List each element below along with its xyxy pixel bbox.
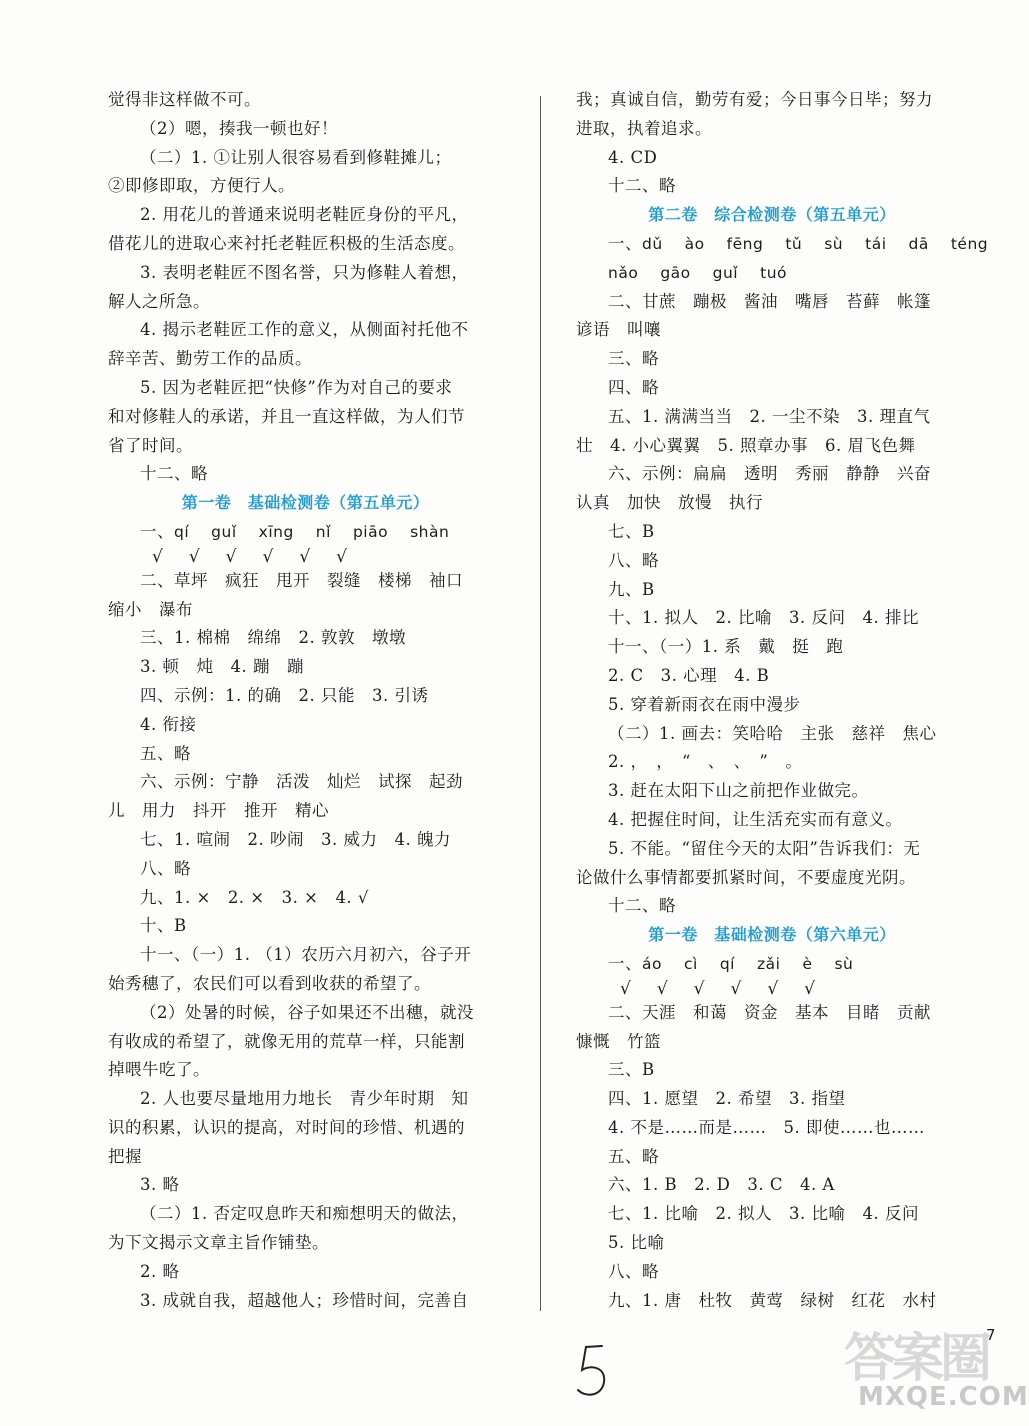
answer-line (108, 518, 503, 547)
answer-text: 三、B (608, 1060, 655, 1080)
pinyin-group (642, 955, 875, 973)
answer-line (108, 288, 503, 317)
answer-text: 九、B (608, 579, 655, 599)
answer-line (108, 1056, 503, 1085)
pinyin-syllable: gāo (660, 263, 691, 282)
answer-text: 始秀穗了，农民们可以看到收获的希望了。 (108, 973, 431, 993)
answer-text: 5. 比喻 (608, 1233, 665, 1253)
check-marks: √√√√√√ (620, 978, 841, 999)
answer-line (576, 316, 968, 345)
answer-line (108, 912, 503, 941)
answer-line (108, 259, 503, 288)
pinyin-syllable: dā (908, 234, 929, 253)
answer-text: 认真 加快 放慢 执行 (576, 493, 763, 513)
answer-line (108, 1114, 503, 1143)
answer-line (576, 1200, 968, 1229)
answer-text: 4. 揭示老鞋匠工作的意义，从侧面衬托他不 (140, 320, 469, 340)
answer-line (576, 547, 968, 576)
answer-text: 二、天涯 和蔼 资金 基本 目睹 贡献 (608, 1002, 931, 1022)
section-heading: 第一卷 基础检测卷（第五单元） (181, 493, 430, 513)
answer-text: 4. 不是……而是…… 5. 即使……也…… (608, 1117, 925, 1137)
answer-text: 4. 把握住时间，让生活充实而有意义。 (608, 809, 903, 829)
answer-line (576, 864, 968, 893)
answer-text: 七、B (608, 521, 655, 541)
answer-line (576, 748, 968, 777)
answer-text: 3. 成就自我，超越他人；珍惜时间，完善自 (140, 1290, 469, 1310)
answer-line (108, 1229, 503, 1258)
answer-text: 儿 用力 抖开 推开 精心 (108, 801, 329, 821)
answer-text: 一、 (608, 233, 642, 253)
answer-text: 壮 4. 小心翼翼 5. 照章办事 6. 眉飞色舞 (576, 435, 916, 455)
answer-text: 五、略 (140, 743, 191, 763)
answer-text: 4. 衔接 (140, 714, 197, 734)
answer-line (576, 489, 968, 518)
answer-text: （二）1. ①让别人很容易看到修鞋摊儿； (140, 147, 452, 167)
answer-line (108, 1085, 503, 1114)
answer-text: 论做什么事情都要抓紧时间，不要虚度光阴。 (576, 867, 916, 887)
answer-text: 六、示例：扁扁 透明 秀丽 静静 兴奋 (608, 464, 931, 484)
answer-text: 2. C 3. 心理 4. B (608, 665, 770, 685)
answer-line (576, 806, 968, 835)
answer-line (108, 86, 503, 115)
answer-text: 七、1. 比喻 2. 拟人 3. 比喻 4. 反问 (608, 1204, 919, 1224)
answer-text: 掉喂牛吃了。 (108, 1060, 210, 1080)
answer-line (576, 1085, 968, 1114)
pinyin-syllable: sù (834, 954, 854, 973)
answer-line (576, 230, 989, 259)
answer-line (108, 797, 503, 826)
answer-text: 六、1. B 2. D 3. C 4. A (608, 1175, 835, 1195)
answer-text: （二）1. 否定叹息昨天和痴想明天的做法， (140, 1204, 469, 1224)
answer-text: 我；真诚自信，勤劳有爱；今日事今日毕；努力 (576, 90, 933, 109)
answer-line (576, 691, 968, 720)
answer-line (108, 567, 503, 596)
answer-line (576, 835, 968, 864)
pinyin-syllable: zǎi (756, 954, 781, 973)
pinyin-group (608, 264, 809, 282)
answer-line (108, 653, 503, 682)
answer-text: 三、略 (608, 349, 659, 369)
answer-text: 十、B (140, 916, 187, 936)
answer-line (108, 432, 503, 461)
answer-text: 解人之所急。 (108, 291, 210, 311)
answer-line (576, 1028, 968, 1057)
answer-text: 四、示例：1. 的确 2. 只能 3. 引诱 (140, 685, 429, 705)
answer-text: 3. 略 (140, 1175, 180, 1195)
pinyin-syllable: piāo (352, 522, 389, 541)
answer-line (108, 624, 503, 653)
answer-line (108, 1028, 503, 1057)
answer-line (576, 374, 968, 403)
answer-text: 为下文揭示文章主旨作铺垫。 (108, 1233, 329, 1253)
page-number: 7 (986, 1326, 996, 1344)
answer-line (576, 777, 968, 806)
answer-line (108, 884, 503, 913)
answer-line (108, 201, 503, 230)
answer-text: 一、 (140, 521, 174, 541)
answer-line (576, 1171, 968, 1200)
handwritten-five-mark (572, 1342, 612, 1402)
answer-text: 省了时间。 (108, 435, 193, 455)
answer-text: 八、略 (608, 1261, 659, 1281)
right-column (576, 86, 989, 1315)
pinyin-syllable: qí (174, 522, 190, 541)
answer-line (576, 1143, 968, 1172)
answer-line (108, 1171, 503, 1200)
answer-text: 辞辛苦、勤劳工作的品质。 (108, 349, 312, 369)
pinyin-syllable: nǐ (315, 522, 331, 541)
answer-text: 3. 顿 炖 4. 蹦 蹦 (140, 657, 304, 677)
answer-text: 进取，执着追求。 (576, 118, 712, 138)
answer-line (576, 460, 968, 489)
pinyin-syllable: guǐ (211, 522, 237, 541)
pinyin-syllable: sù (824, 234, 844, 253)
answer-text: 五、略 (608, 1146, 659, 1166)
answer-line (108, 115, 503, 144)
answer-line (108, 316, 503, 345)
answer-text: 2. ， ， “ 、 、 ” 。 (608, 752, 803, 772)
pinyin-syllable: téng (950, 234, 989, 253)
answer-line (576, 604, 968, 633)
answer-text: 觉得非这样做不可。 (108, 90, 261, 109)
pinyin-syllable: nǎo (608, 263, 639, 282)
answer-text: 八、略 (140, 858, 191, 878)
pinyin-syllable: cì (683, 954, 698, 973)
answer-line (576, 1114, 968, 1143)
answer-text: 5. 因为老鞋匠把“快修”作为对自己的要求 (140, 377, 453, 397)
answer-text: 有收成的希望了，就像无用的荒草一样，只能割 (108, 1031, 465, 1051)
answer-line (108, 403, 503, 432)
pinyin-syllable: xīng (258, 522, 294, 541)
answer-text: ②即修即取，方便行人。 (108, 176, 295, 196)
answer-text: 2. 用花儿的普通来说明老鞋匠身份的平凡， (140, 205, 469, 225)
answer-text: 四、1. 愿望 2. 希望 3. 指望 (608, 1089, 846, 1109)
answer-text: （二）1. 画去：笑哈哈 主张 慈祥 焦心 (608, 723, 937, 743)
answer-text: 慷慨 竹篮 (576, 1031, 661, 1051)
pinyin-syllable: ào (684, 234, 705, 253)
answer-text: 2. 略 (140, 1261, 180, 1281)
answer-text: 二、草坪 疯狂 甩开 裂缝 楼梯 袖口 (140, 570, 463, 590)
answer-line (108, 144, 503, 173)
answer-line (108, 460, 503, 489)
answer-line (108, 740, 503, 769)
answer-line (108, 374, 503, 403)
pinyin-syllable: fēng (726, 234, 764, 253)
pinyin-group (642, 235, 1010, 253)
answer-text: 借花儿的进取心来衬托老鞋匠积极的生活态度。 (108, 233, 465, 253)
left-column (108, 86, 503, 1315)
answer-text: 十一、（一）1. （1）农历六月初六，谷子开 (140, 945, 472, 965)
pinyin-syllable: áo (642, 954, 662, 973)
answer-line (576, 720, 968, 749)
answer-line (108, 1258, 503, 1287)
answer-text: 3. 表明老鞋匠不图名誉，只为修鞋人着想， (140, 262, 469, 282)
answer-line (576, 432, 968, 461)
answer-line (576, 576, 968, 605)
answer-line (108, 855, 503, 884)
answer-text: 十、1. 拟人 2. 比喻 3. 反问 4. 排比 (608, 608, 919, 628)
answer-line (576, 1258, 968, 1287)
pinyin-syllable: shàn (410, 522, 450, 541)
pinyin-syllable: è (802, 954, 813, 973)
answer-text: （2）处暑的时候，谷子如果还不出穗，就没 (140, 1002, 474, 1022)
answer-text: 十二、略 (140, 464, 208, 484)
answer-line (108, 1200, 503, 1229)
answer-line (108, 826, 503, 855)
answer-line (576, 518, 968, 547)
answer-line (576, 662, 968, 691)
answer-text: 四、略 (608, 377, 659, 397)
pinyin-syllable: guǐ (712, 263, 739, 282)
pinyin-syllable: tái (865, 234, 887, 253)
section-heading: 第一卷 基础检测卷（第六单元） (648, 925, 896, 945)
answer-text: 八、略 (608, 550, 659, 570)
answer-text: 十二、略 (608, 896, 676, 916)
answer-text: 5. 穿着新雨衣在雨中漫步 (608, 694, 801, 714)
answer-text: 九、1. × 2. × 3. × 4. √ (140, 887, 369, 907)
answer-line (576, 403, 968, 432)
answer-text: 二、甘蔗 蹦极 酱油 嘴唇 苔藓 帐篷 (608, 291, 931, 311)
answer-text: （2）嗯，揍我一顿也好！ (140, 118, 338, 138)
answer-text: 七、1. 喧闹 2. 吵闹 3. 威力 4. 魄力 (140, 829, 451, 849)
answer-text: 十一、（一）1. 系 戴 挺 跑 (608, 637, 844, 657)
answer-line (108, 768, 503, 797)
answer-line (108, 999, 503, 1028)
answer-line (108, 345, 503, 374)
answer-line (576, 172, 968, 201)
answer-text: 谚语 叫嚷 (576, 320, 661, 340)
answer-line (576, 892, 968, 921)
column-divider (540, 96, 541, 1311)
answer-line (576, 1229, 968, 1258)
watermark-site: MXQE.COM (858, 1382, 1029, 1412)
answer-text: 十二、略 (608, 176, 676, 196)
check-marks: √√√√√√ (152, 546, 373, 567)
answer-text: 缩小 瀑布 (108, 599, 193, 619)
answer-line (576, 633, 968, 662)
answer-line (576, 144, 968, 173)
answer-text: 3. 赶在太阳下山之前把作业做完。 (608, 781, 869, 801)
pinyin-syllable: qí (719, 954, 735, 973)
watermark-title: 答案圈 (844, 1329, 989, 1389)
answer-line (108, 1287, 503, 1316)
pinyin-syllable: tǔ (785, 234, 803, 253)
answer-text: 三、1. 棉棉 绵绵 2. 敦敦 墩墩 (140, 628, 406, 648)
answer-line (576, 345, 968, 374)
answer-line (108, 970, 503, 999)
answer-text: 把握 (108, 1146, 142, 1166)
answer-text: 2. 人也要尽量地用力地长 青少年时期 知 (140, 1089, 469, 1109)
answer-line (576, 1056, 968, 1085)
answer-line (576, 115, 968, 144)
answer-line (576, 288, 968, 317)
answer-line (108, 711, 503, 740)
answer-line (108, 941, 503, 970)
answer-text: 五、1. 满满当当 2. 一尘不染 3. 理直气 (608, 406, 931, 426)
answer-line (108, 230, 503, 259)
answer-text: 一、 (608, 953, 642, 973)
answer-text: 和对修鞋人的承诺，并且一直这样做，为人们节 (108, 406, 465, 426)
answer-line (108, 596, 503, 625)
pinyin-syllable: tuó (760, 263, 788, 282)
section-heading: 第二卷 综合检测卷（第五单元） (648, 205, 896, 225)
pinyin-group (174, 523, 471, 541)
answer-line (108, 1143, 503, 1172)
answer-text: 九、1. 唐 杜牧 黄莺 绿树 红花 水村 (608, 1290, 937, 1310)
answer-text: 六、示例：宁静 活泼 灿烂 试探 起劲 (140, 772, 463, 792)
answer-line (576, 999, 968, 1028)
answer-line (576, 950, 968, 979)
answer-text: 4. CD (608, 147, 658, 167)
answer-text: 识的积累，认识的提高，对时间的珍惜、机遇的 (108, 1117, 465, 1137)
answer-text: 5. 不能。“留住今天的太阳”告诉我们：无 (608, 838, 921, 858)
answer-line (576, 86, 968, 115)
watermark-logo (838, 1310, 1029, 1420)
answer-line (108, 172, 503, 201)
answer-line (108, 682, 503, 711)
pinyin-syllable: dǔ (642, 234, 663, 253)
answer-line (576, 259, 968, 288)
